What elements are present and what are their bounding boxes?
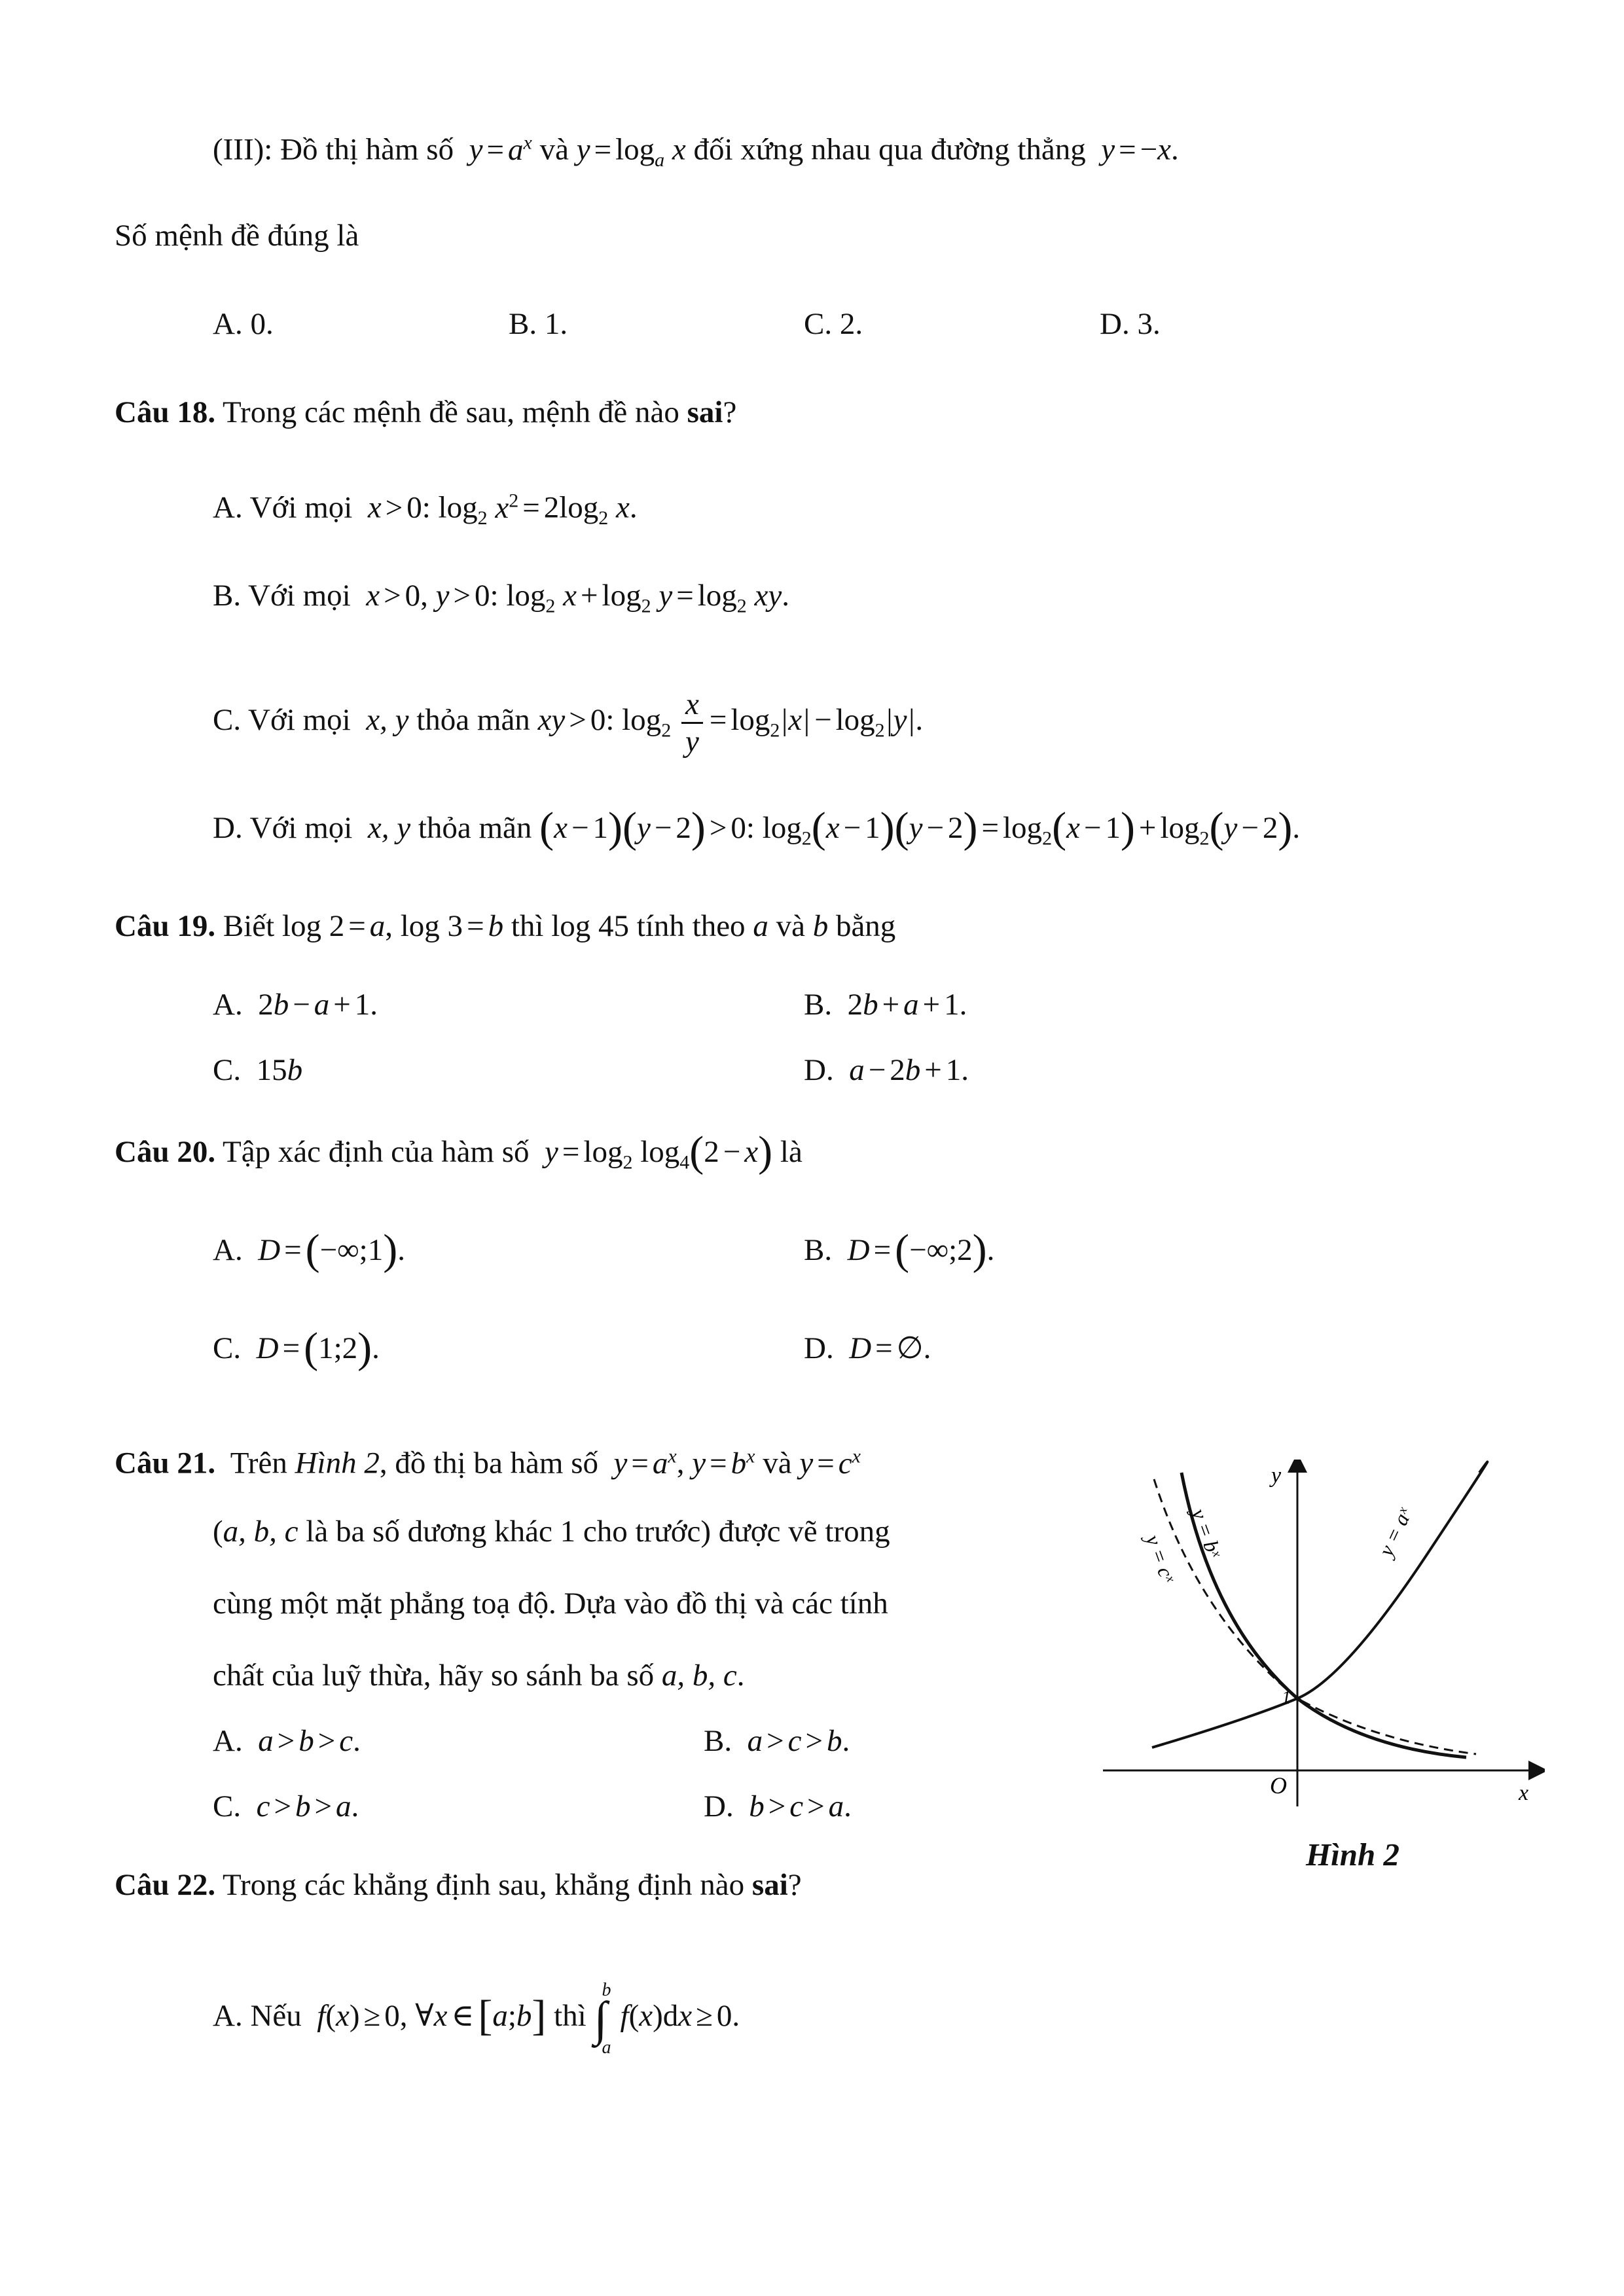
- q20-label: Câu 20.: [115, 1135, 216, 1169]
- q18-text: Trong các mệnh đề sau, mệnh đề nào: [223, 395, 679, 429]
- q21-line-2: (a, b, c là ba số dương khác 1 cho trước) được vẽ trong: [213, 1515, 890, 1549]
- q18-option-b: B. Với mọi x > 0, y > 0: $\log_2 x + \log_2 y = \log_2$ xy.: [213, 579, 790, 617]
- q21-c-label: C.: [213, 1789, 242, 1823]
- label-yc: y = cˣ: [1141, 1532, 1180, 1586]
- q20-option-d: D. D = ∅.: [804, 1331, 931, 1365]
- q19-pre: Biết: [223, 909, 275, 943]
- q20-option-b: B. D =(−∞;2).: [804, 1226, 995, 1274]
- q19-option-d: D. a − 2b + 1.: [804, 1053, 969, 1087]
- q20-option-c: C. D =(1;2).: [213, 1324, 380, 1372]
- question-21: Câu 21. Trên Hình 2, đồ thị ba hàm số $y = a^x$, $y = b^x$ và $y = c^x$: [115, 1445, 861, 1480]
- q18-a-label: A. Với mọi: [213, 490, 353, 525]
- q21-and: và: [763, 1446, 792, 1480]
- label-ya: y = aˣ: [1373, 1504, 1416, 1560]
- label-origin: O: [1270, 1772, 1287, 1799]
- q21-line-4: chất của luỹ thừa, hãy so sánh ba số a, b, c.: [213, 1659, 745, 1693]
- q19-mid: thì: [511, 909, 544, 943]
- q20-option-a: A. D =(−∞;1).: [213, 1226, 405, 1274]
- q21-label: Câu 21.: [115, 1446, 216, 1480]
- q21-option-c: C. c > b > a.: [213, 1789, 359, 1823]
- q18-b-label: B. Với mọi: [213, 579, 351, 613]
- q22-option-a: A. Nếu f(x) ≥ 0, ∀x ∈[a;b] thì ∫ b a f(x)dx ≥ 0.: [213, 1980, 740, 2058]
- q22-a-then: thì: [554, 1999, 586, 2033]
- q17-option-d: D. 3.: [1100, 307, 1161, 341]
- q17-option-b: B. 1.: [509, 307, 568, 341]
- q18-option-d: D. Với mọi x, y thỏa mãn (x − 1)(y − 2) > 0: $\log_2(x - 1)(y - 2) = \log_2(x - 1) + \log_2(y - 2)$.: [213, 804, 1301, 852]
- q21-option-a: A. a > b > c.: [213, 1724, 361, 1758]
- q19-a-label: A.: [213, 988, 243, 1022]
- q19-option-b: B. 2b + a + 1.: [804, 988, 967, 1022]
- question-22: [115, 1865, 802, 1905]
- fraction-x-over-y: $\frac{x}{y}$: [681, 687, 703, 759]
- label-one: 1: [1282, 1688, 1291, 1708]
- q21-d-label: D.: [704, 1789, 734, 1823]
- q20-d-label: D.: [804, 1331, 834, 1365]
- q19-d-label: D.: [804, 1053, 834, 1087]
- q21-pre: Trên: [230, 1446, 287, 1480]
- statement-iii-label: (III): Đồ thị hàm số: [213, 132, 454, 167]
- question-18: [115, 393, 736, 432]
- q21-line-3: cùng một mặt phẳng toạ độ. Dựa vào đồ thị và các tính: [213, 1587, 888, 1621]
- q17-option-c: C. 2.: [804, 307, 863, 341]
- exponential-graphs-figure: [1100, 1460, 1545, 1813]
- q20-end: là: [780, 1135, 803, 1169]
- label-y-axis: y: [1271, 1463, 1282, 1488]
- q17-option-a: A. 0.: [213, 307, 274, 341]
- q22-label: Câu 22.: [115, 1868, 216, 1902]
- q19-end: bằng: [835, 909, 896, 943]
- statement-iii-rest: đối xứng nhau qua đường thẳng: [693, 132, 1086, 167]
- question-20: Câu 20. Tập xác định của hàm số $y = \log_2 \log_4(2 - x)$ là: [115, 1128, 803, 1175]
- q21-l2-text: là ba số dương khác 1 cho trước) được vẽ trong: [306, 1515, 890, 1549]
- label-x-axis: x: [1519, 1781, 1529, 1805]
- q21-option-b: B. a > c > b.: [704, 1724, 850, 1758]
- q21-post: , đồ thị ba hàm số: [379, 1446, 599, 1480]
- curve-a-x: [1152, 1462, 1487, 1748]
- q21-l4-text: chất của luỹ thừa, hãy so sánh ba số: [213, 1659, 655, 1693]
- q21-fig-ref: Hình 2: [295, 1446, 380, 1480]
- q18-option-c: C. Với mọi x, y thỏa mãn xy > 0: $\log_2$ $\frac{x}{y}$ = $\log_2|x| - \log_2|y|$.: [213, 687, 924, 759]
- q19-rest: tính theo: [636, 909, 746, 943]
- q19-option-c: C. 15b: [213, 1053, 303, 1087]
- q20-text: Tập xác định của hàm số: [223, 1135, 530, 1169]
- integral-sign: ∫ b a: [594, 1980, 611, 2058]
- q19-c-label: C.: [213, 1053, 242, 1087]
- q18-c-label: C. Với mọi: [213, 703, 351, 737]
- q22-bold: sai: [751, 1868, 788, 1902]
- q18-end: ?: [723, 395, 737, 429]
- q21-option-d: D. b > c > a.: [704, 1789, 852, 1823]
- q18-bold: sai: [687, 395, 723, 429]
- statement-iii-and: và: [539, 132, 569, 167]
- q19-and: và: [776, 909, 805, 943]
- q18-d-label: D. Với mọi: [213, 811, 353, 845]
- q18-option-a: A. Với mọi x > 0: $\log_2 x^2 = 2\log_2$ x.: [213, 490, 638, 529]
- summary-question: Số mệnh đề đúng là: [115, 219, 359, 253]
- q22-a-label: A. Nếu: [213, 1999, 302, 2033]
- question-19: Câu 19. Biết log 2 = a, log 3 = b thì log 45 tính theo a và b bằng: [115, 909, 896, 943]
- q21-a-label: A.: [213, 1724, 243, 1758]
- figure-caption: Hình 2: [1306, 1837, 1399, 1873]
- q22-text: Trong các khẳng định sau, khẳng định nào: [223, 1868, 745, 1902]
- q20-c-label: C.: [213, 1331, 242, 1365]
- q21-b-label: B.: [704, 1724, 732, 1758]
- q19-b-label: B.: [804, 988, 833, 1022]
- curve-b-x: [1182, 1473, 1466, 1757]
- q18-c-thoa: thỏa mãn: [416, 703, 530, 737]
- q20-b-label: B.: [804, 1233, 833, 1267]
- label-yb: y = bˣ: [1187, 1505, 1227, 1561]
- q19-label: Câu 19.: [115, 909, 216, 943]
- q19-option-a: A. 2b − a + 1.: [213, 988, 378, 1022]
- q22-end: ?: [787, 1868, 802, 1902]
- q18-d-thoa: thỏa mãn: [418, 811, 532, 845]
- q20-a-label: A.: [213, 1233, 243, 1267]
- statement-iii: (III): Đồ thị hàm số $y = a^x$ và $y = \log_a x$ đối xứng nhau qua đường thẳng y = −x.: [213, 132, 1179, 171]
- q18-label: Câu 18.: [115, 395, 216, 429]
